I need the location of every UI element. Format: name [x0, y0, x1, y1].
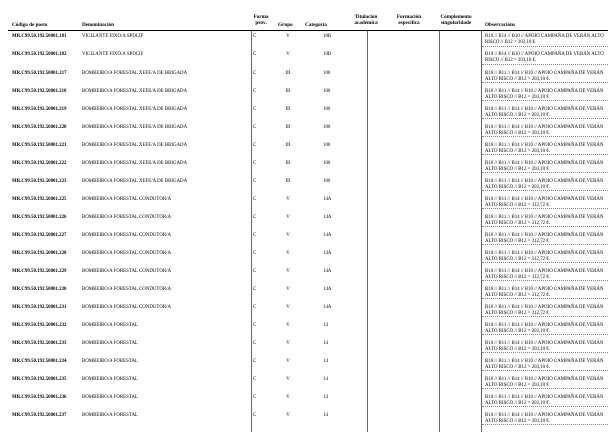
cell-categoria: 100	[323, 179, 331, 184]
cell-denominacion: BOMBEIRO/A FORESTAL XEFE/A DE BRIGADA	[82, 89, 188, 94]
cell-forma: C	[253, 107, 257, 112]
row-separator	[482, 64, 608, 65]
cell-denominacion: BOMBEIRO/A FORESTAL XEFE/A DE BRIGADA	[82, 143, 188, 148]
header-titulacion: Titulación académica	[354, 14, 378, 26]
cell-grupo: V	[286, 233, 290, 238]
cell-categoria: 100	[323, 89, 331, 94]
cell-categoria: 100	[323, 71, 331, 76]
cell-categoria: 100	[323, 107, 331, 112]
cell-observaciones: B10 // B11 // B14 // B10 // APOIO CAMPAÑA DE VERÁN ALTO RISCO // B12 = 203,10 €.	[485, 395, 604, 406]
cell-code: MR.C99.50.192.50801.182	[12, 52, 67, 57]
cell-forma: C	[253, 71, 257, 76]
cell-denominacion: BOMBEIRO/A FORESTAL CONDUTOR/A	[82, 305, 172, 310]
cell-code: MR.C99.50.192.50801.235	[12, 377, 67, 382]
cell-grupo: V	[286, 413, 290, 418]
cell-forma: C	[253, 197, 257, 202]
cell-grupo: III	[285, 125, 291, 130]
row-separator	[482, 316, 608, 317]
cell-categoria: 100	[323, 161, 331, 166]
cell-denominacion: VIGILANTE FIXO/A SPDCIF	[82, 34, 144, 39]
row-separator	[482, 424, 608, 425]
row-separator	[482, 388, 608, 389]
cell-code: MR.C99.50.192.50801.233	[12, 341, 67, 346]
cell-observaciones: B10 // B14 // B10 // APOIO CAMPAÑA DE VERÁN ALTO RISCO // B12 = 203,10 €.	[485, 34, 604, 45]
cell-code: MR.C99.50.192.50801.222	[12, 161, 67, 166]
cell-observaciones: B10 // B11 // B14 // B10 // APOIO CAMPAÑA DE VERÁN ALTO RISCO // B12 = 203,10 €.	[485, 179, 604, 190]
cell-forma: C	[253, 233, 257, 238]
cell-categoria: 100	[323, 143, 331, 148]
cell-forma: C	[253, 125, 257, 130]
cell-grupo: V	[286, 197, 290, 202]
cell-categoria: 14A	[323, 287, 332, 292]
cell-code: MR.C99.50.192.50801.217	[12, 71, 67, 76]
row-separator	[482, 298, 608, 299]
row-separator	[482, 226, 608, 227]
cell-observaciones: B10 // B11 // B14 // B10 // APOIO CAMPAÑA DE VERÁN ALTO RISCO // B12 = 203,10 €.	[485, 377, 604, 388]
cell-categoria: 14A	[323, 215, 332, 220]
cell-forma: C	[253, 89, 257, 94]
cell-denominacion: BOMBEIRO/A FORESTAL CONDUTOR/A	[82, 287, 172, 292]
cell-code: MR.C99.50.192.50801.218	[12, 89, 67, 94]
cell-code: MR.C99.50.192.50801.237	[12, 413, 67, 418]
cell-observaciones: B10 // B11 // B14 // B10 // APOIO CAMPAÑA DE VERÁN ALTO RISCO // B12 = 203,10 €.	[485, 161, 604, 172]
row-separator	[482, 244, 608, 245]
cell-observaciones: B10 // B11 // B14 // B10 // APOIO CAMPAÑA DE VERÁN ALTO RISCO // B12 = 203,10 €.	[485, 143, 604, 154]
cell-denominacion: BOMBEIRO/A FORESTAL	[82, 323, 138, 328]
cell-observaciones: B10 // B11 // B14 // B10 // APOIO CAMPAÑA DE VERÁN ALTO RISCO // B12 = 203,10 €.	[485, 341, 604, 352]
cell-forma: C	[253, 413, 257, 418]
cell-observaciones: B10 // B11 // B14 // B10 // APOIO CAMPAÑA DE VERÁN ALTO RISCO // B12 = 312,72 €.	[485, 251, 604, 262]
row-separator	[482, 46, 608, 47]
cell-code: MR.C99.50.192.50801.230	[12, 287, 67, 292]
cell-categoria: 14A	[323, 251, 332, 256]
cell-observaciones: B10 // B11 // B14 // B10 // APOIO CAMPAÑA DE VERÁN ALTO RISCO // B12 = 203,10 €.	[485, 89, 604, 100]
cell-code: MR.C99.50.192.50801.227	[12, 233, 67, 238]
cell-forma: C	[253, 287, 257, 292]
cell-forma: C	[253, 179, 257, 184]
cell-categoria: 10B	[323, 52, 332, 57]
cell-grupo: III	[285, 71, 291, 76]
cell-grupo: V	[286, 34, 290, 39]
cell-categoria: 14	[323, 341, 328, 346]
cell-observaciones: B10 // B11 // B14 // B10 // APOIO CAMPAÑA DE VERÁN ALTO RISCO // B12 = 312,72 €.	[485, 233, 604, 244]
row-separator	[482, 172, 608, 173]
header-forma: Forma prov.	[253, 14, 269, 26]
cell-observaciones: B10 // B11 // B14 // B10 // APOIO CAMPAÑA DE VERÁN ALTO RISCO // B12 = 312,72 €.	[485, 305, 604, 316]
cell-forma: C	[253, 377, 257, 382]
cell-code: MR.C99.50.192.50801.226	[12, 215, 67, 220]
header-denominacion: Denominación	[82, 22, 114, 28]
cell-observaciones: B10 // B14 // B10 // APOIO CAMPAÑA DE VERÁN ALTO RISCO // B12 = 203,10 €.	[485, 52, 604, 63]
cell-grupo: V	[286, 287, 290, 292]
cell-observaciones: B10 // B11 // B14 // B10 // APOIO CAMPAÑA DE VERÁN ALTO RISCO // B12 = 203,10 €.	[485, 71, 604, 82]
cell-categoria: 14	[323, 359, 328, 364]
cell-denominacion: BOMBEIRO/A FORESTAL CONDUTOR/A	[82, 251, 172, 256]
cell-grupo: III	[285, 179, 291, 184]
cell-grupo: V	[286, 359, 290, 364]
row-separator	[482, 118, 608, 119]
cell-categoria: 14	[323, 377, 328, 382]
cell-denominacion: BOMBEIRO/A FORESTAL	[82, 413, 138, 418]
cell-forma: C	[253, 341, 257, 346]
row-separator	[482, 370, 608, 371]
cell-denominacion: BOMBEIRO/A FORESTAL CONDUTOR/A	[82, 197, 172, 202]
cell-categoria: 14A	[323, 305, 332, 310]
cell-code: MR.C99.50.192.50801.229	[12, 269, 67, 274]
cell-code: MR.C99.50.192.50801.221	[12, 143, 67, 148]
cell-categoria: 14A	[323, 233, 332, 238]
row-separator	[482, 100, 608, 101]
cell-grupo: III	[285, 143, 291, 148]
cell-forma: C	[253, 52, 257, 57]
row-separator	[482, 136, 608, 137]
cell-denominacion: BOMBEIRO/A FORESTAL CONDUTOR/A	[82, 269, 172, 274]
cell-forma: C	[253, 395, 257, 400]
header-rule	[8, 30, 608, 31]
row-separator	[482, 262, 608, 263]
cell-forma: C	[253, 305, 257, 310]
cell-observaciones: B10 // B11 // B14 // B10 // APOIO CAMPAÑA DE VERÁN ALTO RISCO // B12 = 312,72 €.	[485, 287, 604, 298]
cell-code: MR.C99.50.192.50801.225	[12, 197, 67, 202]
cell-categoria: 14A	[323, 269, 332, 274]
cell-denominacion: BOMBEIRO/A FORESTAL	[82, 377, 138, 382]
cell-denominacion: BOMBEIRO/A FORESTAL CONDUTOR/A	[82, 215, 172, 220]
cell-grupo: III	[285, 161, 291, 166]
cell-observaciones: B10 // B11 // B14 // B10 // APOIO CAMPAÑA DE VERÁN ALTO RISCO // B12 = 203,10 €.	[485, 413, 604, 424]
cell-grupo: V	[286, 341, 290, 346]
row-separator	[482, 280, 608, 281]
header-categoria: Categoría	[305, 22, 327, 28]
cell-observaciones: B10 // B11 // B14 // B10 // APOIO CAMPAÑA DE VERÁN ALTO RISCO // B12 = 203,10 €.	[485, 125, 604, 136]
row-separator	[482, 334, 608, 335]
cell-code: MR.C99.50.192.50801.234	[12, 359, 67, 364]
cell-code: MR.C99.50.192.50801.220	[12, 125, 67, 130]
cell-categoria: 14	[323, 413, 328, 418]
row-separator	[482, 82, 608, 83]
cell-categoria: 14	[323, 395, 328, 400]
cell-observaciones: B10 // B11 // B14 // B10 // APOIO CAMPAÑA DE VERÁN ALTO RISCO // B12 = 312,72 €.	[485, 269, 604, 280]
cell-grupo: V	[286, 269, 290, 274]
cell-denominacion: VIGILANTE FIXO/A SPDCIF	[82, 52, 144, 57]
cell-grupo: III	[285, 107, 291, 112]
header-formacion: Formación específica	[396, 14, 422, 26]
cell-forma: C	[253, 251, 257, 256]
cell-grupo: V	[286, 52, 290, 57]
cell-forma: C	[253, 269, 257, 274]
header-grupo: Grupo	[278, 22, 293, 28]
cell-observaciones: B10 // B11 // B14 // B10 // APOIO CAMPAÑA DE VERÁN ALTO RISCO // B12 = 203,10 €.	[485, 107, 604, 118]
row-separator	[482, 406, 608, 407]
cell-forma: C	[253, 161, 257, 166]
header-complemento: Complemento singularidade	[440, 14, 472, 26]
header-codigo: Código de posto	[12, 22, 48, 28]
cell-denominacion: BOMBEIRO/A FORESTAL	[82, 395, 138, 400]
cell-forma: C	[253, 143, 257, 148]
cell-grupo: V	[286, 251, 290, 256]
cell-code: MR.C99.50.192.50801.228	[12, 251, 67, 256]
cell-grupo: III	[285, 89, 291, 94]
cell-grupo: V	[286, 215, 290, 220]
cell-denominacion: BOMBEIRO/A FORESTAL	[82, 341, 138, 346]
cell-categoria: 14	[323, 323, 328, 328]
cell-code: MR.C99.50.192.50801.219	[12, 107, 67, 112]
cell-forma: C	[253, 359, 257, 364]
row-separator	[482, 208, 608, 209]
row-separator	[482, 154, 608, 155]
cell-code: MR.C99.50.192.50801.181	[12, 34, 67, 39]
cell-denominacion: BOMBEIRO/A FORESTAL	[82, 359, 138, 364]
cell-code: MR.C99.50.192.50801.231	[12, 305, 67, 310]
cell-observaciones: B10 // B11 // B14 // B10 // APOIO CAMPAÑA DE VERÁN ALTO RISCO // B12 = 203,10 €.	[485, 359, 604, 370]
cell-observaciones: B10 // B11 // B14 // B10 // APOIO CAMPAÑA DE VERÁN ALTO RISCO // B12 = 312,72 €.	[485, 215, 604, 226]
cell-code: MR.C99.50.192.50801.232	[12, 323, 67, 328]
cell-observaciones: B10 // B11 // B14 // B10 // APOIO CAMPAÑA DE VERÁN ALTO RISCO // B12 = 203,10 €.	[485, 323, 604, 334]
cell-code: MR.C99.50.192.50801.236	[12, 395, 67, 400]
cell-forma: C	[253, 215, 257, 220]
cell-grupo: V	[286, 305, 290, 310]
cell-categoria: 14A	[323, 197, 332, 202]
row-separator	[482, 352, 608, 353]
cell-denominacion: BOMBEIRO/A FORESTAL XEFE/A DE BRIGADA	[82, 179, 188, 184]
cell-forma: C	[253, 323, 257, 328]
cell-denominacion: BOMBEIRO/A FORESTAL XEFE/A DE BRIGADA	[82, 107, 188, 112]
cell-denominacion: BOMBEIRO/A FORESTAL XEFE/A DE BRIGADA	[82, 71, 188, 76]
cell-observaciones: B10 // B11 // B14 // B10 // APOIO CAMPAÑA DE VERÁN ALTO RISCO // B12 = 312,72 €.	[485, 197, 604, 208]
cell-categoria: 100	[323, 125, 331, 130]
cell-categoria: 10B	[323, 34, 332, 39]
cell-denominacion: BOMBEIRO/A FORESTAL CONDUTOR/A	[82, 233, 172, 238]
cell-denominacion: BOMBEIRO/A FORESTAL XEFE/A DE BRIGADA	[82, 161, 188, 166]
cell-forma: C	[253, 34, 257, 39]
row-separator	[482, 190, 608, 191]
cell-denominacion: BOMBEIRO/A FORESTAL XEFE/A DE BRIGADA	[82, 125, 188, 130]
cell-grupo: V	[286, 395, 290, 400]
cell-code: MR.C99.50.192.50801.223	[12, 179, 67, 184]
cell-grupo: V	[286, 377, 290, 382]
header-observaciones: Observacións	[485, 22, 515, 28]
cell-grupo: V	[286, 323, 290, 328]
